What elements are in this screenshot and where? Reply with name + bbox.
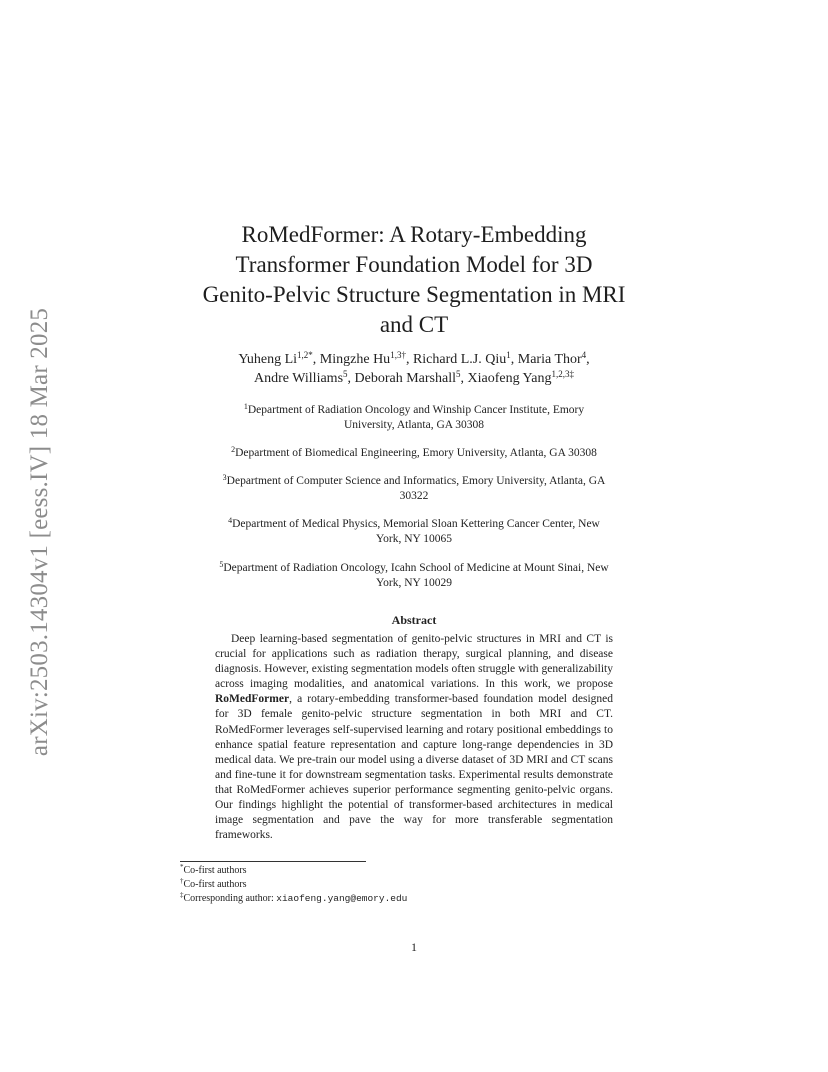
arxiv-identifier[interactable]: arXiv:2503.14304v1 [eess.IV] 18 Mar 2025 (26, 307, 54, 756)
model-name: RoMedFormer (215, 693, 290, 706)
footnote: *Co-first authors (180, 863, 247, 876)
title-line: and CT (379, 312, 449, 337)
author: Richard L.J. Qiu$^1$, (412, 350, 518, 367)
affiliation: $^4$Department of Medical Physics, Memorial Sloan Kettering Cancer Center, New York, NY 10065 (228, 516, 600, 545)
author: Maria Thor$^4$, (517, 350, 590, 367)
affiliation: $^5$Department of Radiation Oncology, Icahn School of Medicine at Mount Sinai, New York, NY 10029 (219, 560, 609, 589)
affiliation: $^2$Department of Biomedical Engineering, Emory University, Atlanta, GA 30308 (231, 445, 597, 459)
title-line: RoMedFormer: A Rotary-Embedding (241, 222, 587, 247)
email-link[interactable]: xiaofeng.yang@emory.edu (276, 892, 408, 904)
abstract-body: Deep learning-based segmentation of genito-pelvic structures in MRI and CT is crucial for applications such as radiation therapy, surgical planning, and disease diagnosis. However, existing segmentation models often struggle with generalizability across imaging modalities, and anatomical variations. In this work, we propose RoMedFormer, a rotary-embedding transformer-based foundation model designed for 3D female genito-pelvic structure segmentation in both MRI and CT. RoMedFormer leverages self-supervised learning and rotary positional embeddings to enhance spatial feature representation and capture long-range dependencies in 3D medical data. We pre-train our model using a diverse dataset of 3D MRI and CT scans and fine-tune it for downstream segmentation tasks. Experimental results demonstrate that RoMedFormer achieves superior performance segmenting genito-pelvic organs. Our findings highlight the potential of transformer-based architectures in medical image segmentation and pave the way for more transferable segmentation frameworks. (215, 633, 613, 842)
footnote: ‡Corresponding author: xiaofeng.yang@emory.edu (180, 890, 408, 904)
author: Xiaofeng Yang$^{1,2,3\ddagger}$ (467, 369, 574, 386)
title-line: Transformer Foundation Model for 3D (235, 252, 593, 277)
author-list (160, 350, 668, 388)
author: Yuheng $Li^{1,2*}$, (238, 350, 320, 367)
arxiv-stamp (20, 288, 60, 775)
author: Andre Williams$^5$, (254, 369, 355, 386)
page-number: 1 (411, 940, 417, 954)
footnote: †Co-first authors (180, 876, 247, 890)
author: Deborah Marshall$^5$, (354, 369, 468, 386)
footnote-divider (180, 861, 366, 862)
footnotes (180, 864, 640, 905)
paper-title (175, 220, 653, 340)
abstract-heading: Abstract (391, 613, 437, 627)
affiliation: $^3$Department of Computer Science and Informatics, Emory University, Atlanta, GA 30322 (222, 473, 606, 502)
title-line: Genito-Pelvic Structure Segmentation in MRI (202, 282, 626, 307)
affiliation: $^1$Department of Radiation Oncology and Winship Cancer Institute, Emory University, Atlanta, GA 30308 (243, 402, 585, 431)
author: Mingzhe $Hu^{1,3\dagger}$, (319, 350, 413, 367)
